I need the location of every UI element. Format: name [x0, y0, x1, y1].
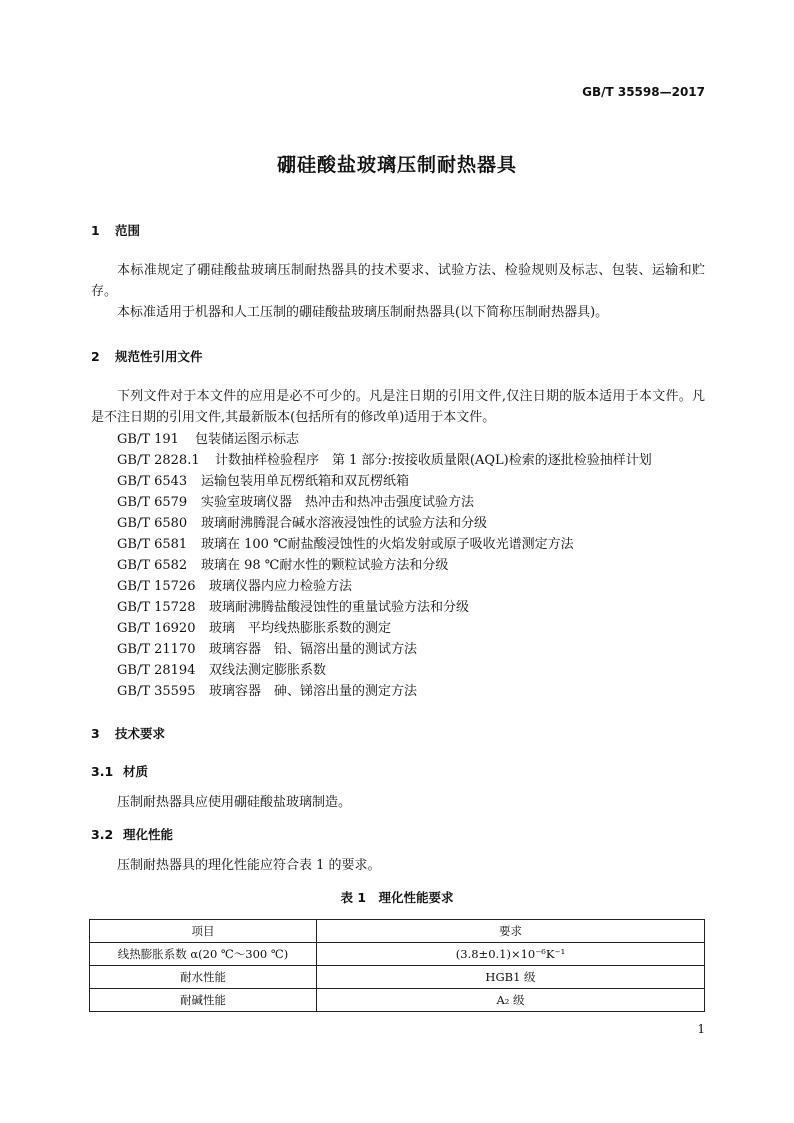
reference-title: 计数抽样检验程序 第 1 部分:按接收质量限(AQL)检索的逐批检验抽样计划	[215, 453, 652, 468]
reference-item	[117, 512, 487, 531]
section-title: 材质	[123, 764, 149, 779]
column-header-item: 项目	[90, 920, 317, 943]
reference-code: GB/T 15728	[117, 600, 196, 615]
section-2-heading	[91, 347, 203, 365]
table-cell: 耐水性能	[90, 966, 317, 989]
table-caption: 表 1 理化性能要求	[340, 890, 454, 905]
reference-code: GB/T 191	[117, 432, 179, 447]
table-row	[90, 943, 705, 966]
section-1-heading	[91, 221, 140, 239]
section-title: 理化性能	[123, 827, 174, 842]
page-number: 1	[697, 1022, 705, 1036]
reference-title: 玻璃仪器内应力检验方法	[209, 579, 353, 594]
reference-title: 双线法测定膨胀系数	[209, 663, 327, 678]
section-title: 规范性引用文件	[115, 349, 203, 364]
table-header-row	[90, 920, 705, 943]
reference-item	[117, 575, 352, 594]
document-title: 硼硅酸盐玻璃压制耐热器具	[276, 154, 517, 176]
table-row	[90, 966, 705, 989]
reference-title: 包装储运图示标志	[195, 432, 300, 447]
table-cell: 线热膨胀系数 α(20 ℃～300 ℃)	[90, 943, 317, 966]
reference-title: 玻璃容器 铅、镉溶出量的测试方法	[209, 642, 418, 657]
reference-item	[117, 554, 448, 573]
properties-table	[89, 919, 705, 1012]
reference-code: GB/T 2828.1	[117, 453, 200, 468]
table-cell: A₂ 级	[317, 989, 705, 1012]
section-number: 1	[91, 223, 100, 238]
physical-chemical-paragraph: 压制耐热器具的理化性能应符合表 1 的要求。	[117, 858, 381, 873]
reference-code: GB/T 35595	[117, 684, 196, 699]
section-3-1-heading	[91, 762, 148, 780]
section-number: 3.2	[91, 827, 114, 842]
reference-title: 玻璃耐沸腾混合碱水溶液浸蚀性的试验方法和分级	[201, 516, 488, 531]
table-row	[90, 989, 705, 1012]
reference-title: 玻璃在 98 ℃耐水性的颗粒试验方法和分级	[201, 558, 449, 573]
reference-item	[117, 680, 417, 699]
reference-title: 玻璃 平均线热膨胀系数的测定	[209, 621, 392, 636]
section-3-2-heading	[91, 825, 173, 843]
reference-item	[117, 638, 417, 657]
section-number: 2	[91, 349, 100, 364]
references-intro-paragraph: 下列文件对于本文件的应用是必不可少的。凡是注日期的引用文件,仅注日期的版本适用于本文件。凡是不注日期的引用文件,其最新版本(包括所有的修改单)适用于本文件。	[91, 389, 705, 425]
reference-code: GB/T 6543	[117, 474, 188, 489]
reference-code: GB/T 28194	[117, 663, 196, 678]
reference-title: 玻璃耐沸腾盐酸浸蚀性的重量试验方法和分级	[209, 600, 470, 615]
reference-code: GB/T 21170	[117, 642, 196, 657]
scope-paragraph-2: 本标准适用于机器和人工压制的硼硅酸盐玻璃压制耐热器具(以下简称压制耐热器具)。	[117, 305, 609, 320]
reference-item	[117, 470, 409, 489]
reference-title: 玻璃容器 砷、锑溶出量的测定方法	[209, 684, 418, 699]
reference-title: 玻璃在 100 ℃耐盐酸浸蚀性的火焰发射或原子吸收光谱测定方法	[201, 537, 574, 552]
reference-item	[117, 617, 391, 636]
section-title: 范围	[115, 223, 141, 238]
section-number: 3	[91, 726, 100, 741]
column-header-requirement: 要求	[317, 920, 705, 943]
material-paragraph: 压制耐热器具应使用硼硅酸盐玻璃制造。	[117, 795, 352, 810]
reference-title: 实验室玻璃仪器 热冲击和热冲击强度试验方法	[201, 495, 475, 510]
reference-item	[117, 449, 652, 468]
section-number: 3.1	[91, 764, 114, 779]
reference-code: GB/T 6579	[117, 495, 188, 510]
reference-code: GB/T 6582	[117, 558, 188, 573]
standard-number: GB/T 35598—2017	[582, 85, 705, 99]
table-cell: 耐碱性能	[90, 989, 317, 1012]
scope-paragraph-1: 本标准规定了硼硅酸盐玻璃压制耐热器具的技术要求、试验方法、检验规则及标志、包装、运输和贮存。	[91, 263, 705, 299]
section-title: 技术要求	[115, 726, 166, 741]
reference-item	[117, 491, 474, 510]
reference-item	[117, 659, 326, 678]
reference-title: 运输包装用单瓦楞纸箱和双瓦楞纸箱	[201, 474, 410, 489]
reference-item	[117, 596, 469, 615]
reference-code: GB/T 6580	[117, 516, 188, 531]
table-cell: (3.8±0.1)×10⁻⁶K⁻¹	[317, 943, 705, 966]
section-3-heading	[91, 724, 165, 742]
table-cell: HGB1 级	[317, 966, 705, 989]
reference-item	[117, 533, 574, 552]
reference-item	[117, 428, 299, 447]
reference-code: GB/T 16920	[117, 621, 196, 636]
reference-code: GB/T 15726	[117, 579, 196, 594]
reference-code: GB/T 6581	[117, 537, 188, 552]
